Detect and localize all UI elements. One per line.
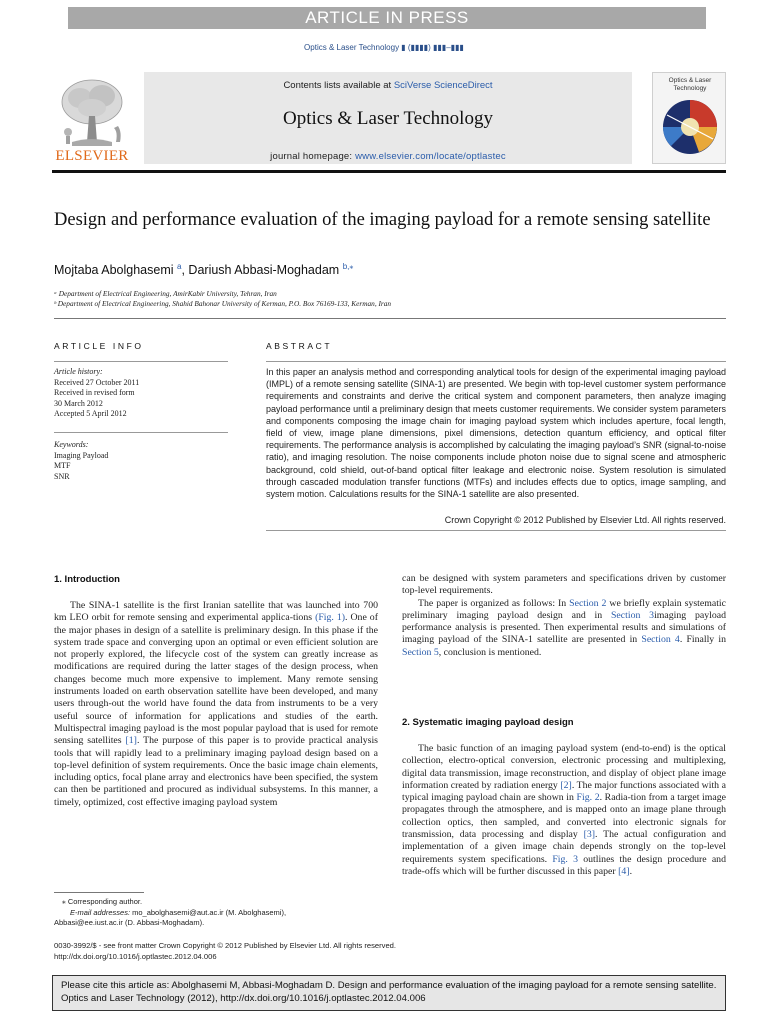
- sciencedirect-link[interactable]: SciVerse ScienceDirect: [393, 80, 493, 91]
- abstract-copyright: Crown Copyright © 2012 Published by Elsevier Ltd. All rights reserved.: [444, 515, 726, 525]
- intro-text-b: . One of the major phases in design of a satellite is preliminary design. In this phase if the system trade space and converging upon an optimal or even efficient solution are not properly explored, the lifecycle cost of the system can greatly increase as modifications are required during the latter stages of the design process, when changes become much more expensive to implement. Many remote sensing instruments loaded on earth observation satellite have been developed, and many users through-out the world have found the data from instruments to be a very useful source of information for applications and studies of the earth. Multispectral imaging payload is the most popular payload that is used for remote sensing satellites: [54, 612, 378, 747]
- contents-line: [144, 80, 632, 91]
- journal-title: Optics & Laser Technology: [283, 108, 493, 129]
- keyword-item: Imaging Payload: [54, 450, 109, 460]
- email-1[interactable]: mo_abolghasemi@aut.ac.ir (M. Abolghasemi),: [130, 907, 287, 917]
- accepted-date: Accepted 5 April 2012: [54, 409, 127, 418]
- sec2-text-e: outlines the design procedure and trade-offs which will be further discussed in this paper: [402, 853, 726, 877]
- ref2-link[interactable]: [2]: [560, 779, 572, 791]
- history-label: Article history:: [54, 367, 103, 376]
- author-2[interactable]: Dariush Abbasi-Moghadam: [188, 263, 340, 278]
- elsevier-tree-icon: [52, 76, 132, 150]
- sec2-text-c: . Radia-tion from a target image propagates through the atmosphere, and is mapped onto an image plane through collection optics, then sampled, and converted into electronic signals for transmission, data processing and display: [402, 792, 726, 841]
- author-1-affil-mark[interactable]: a: [177, 262, 182, 271]
- org-text-c: imaging payload performance analysis is presented. Then experimental results and simulations of imaging payload of the SINA-1 satellite are presented in: [402, 609, 726, 646]
- revised-date: 30 March 2012: [54, 398, 103, 408]
- introduction-heading: 1. Introduction: [54, 574, 120, 585]
- org-text-b: we briefly explain systematic preliminary imaging payload design and in: [402, 597, 726, 621]
- fig1-link[interactable]: (Fig. 1): [315, 612, 346, 624]
- paper-title: Design and performance evaluation of the imaging payload for a remote sensing satellite: [54, 210, 711, 230]
- journal-reference[interactable]: Optics & Laser Technology ▮ (▮▮▮▮) ▮▮▮–▮▮▮: [304, 43, 464, 52]
- keywords-label: Keywords:: [54, 440, 89, 449]
- intro-paragraph: [54, 600, 378, 809]
- footnote-rule: [54, 892, 144, 893]
- ref4-link[interactable]: [4]: [618, 865, 630, 877]
- affiliation-b: ᵇ Department of Electrical Engineering, Shahid Bahonar University of Kerman, P.O. Box 76169-133, Kerman, Iran: [54, 299, 392, 308]
- article-in-press-banner: ARTICLE IN PRESS: [68, 7, 706, 29]
- cover-title: Optics & Laser Technology: [668, 77, 712, 92]
- corresponding-author-line: ⁎ Corresponding author.: [62, 897, 143, 906]
- sec2-text-a: The basic function of an imaging payload system (end-to-end) is the optical collection, electro-optical conversion, electronic processing and multiplexing, digital data transmission, image reconstruction, and display of object plane image information created by radiation energy: [402, 743, 726, 791]
- article-info-rule: [54, 361, 228, 362]
- cover-art-icon: [659, 95, 721, 159]
- affiliation-a: ᵃ Department of Electrical Engineering, AmirKabir University, Tehran, Iran: [54, 289, 277, 298]
- sec2-text-b: . The major functions associated with a typical imaging payload chain are shown in: [402, 779, 726, 804]
- revised-label: Received in revised form: [54, 388, 135, 397]
- keywords-rule: [54, 432, 228, 433]
- sec2-text-f: .: [629, 865, 633, 877]
- doi-link[interactable]: http://dx.doi.org/10.1016/j.optlastec.2012.04.006: [54, 952, 217, 961]
- corresponding-author-footnote: [54, 897, 378, 929]
- abstract-rule: [266, 361, 726, 362]
- homepage-prefix: journal homepage:: [270, 151, 356, 162]
- author-separator: ,: [181, 263, 189, 278]
- issn-line: [54, 940, 726, 962]
- journal-cover-thumbnail[interactable]: [652, 72, 726, 164]
- org-text-d: . Finally in: [679, 634, 726, 646]
- citation-notice-box: Please cite this article as: Abolghasemi M, Abbasi-Moghadam D. Design and performance evaluation of the imaging payload for a remote sensing satellite. Optics and Laser Technology (2012), http://dx.doi.org/10.1016/j.optlastec.2012.04.006: [52, 975, 726, 1011]
- section-2-text: [402, 743, 726, 878]
- abstract-body: In this paper an analysis method and corresponding analytical tools for design of the experimental imaging payload (IMPL) of a remote sensing satellite (SINA-1) are presented. We begin with top-level customer system performance requirements and constraints and derive the critical system and component parameters, then analyze imaging payload performance until a preliminary design that meets customer requirements. We consider system parameters and components composing the image chain for imaging payload system which includes aperture, focal length, field of view, image plane dimensions, pixel dimensions, detection quantum efficiency, and optical filter requirements. The performance analysis is accomplished by calculating the imaging payload’s SNR (signal-to-noise ratio), and imaging resolution. The noise components include photon noise due to signal scene and atmospheric background, cold shield, out-of-band optical filter leakage and electronic noise. System resolution is simulated through cascaded modulation transfer functions (MTFs) and includes effects due to optics, image sampling, and system motion. Calculations results for the SINA-1 satellite are also presented.: [266, 367, 726, 500]
- author-2-affil-mark[interactable]: b,⁎: [342, 262, 354, 271]
- sec2-text-d: . The actual configuration and implementation of a given image chain depends strongly on the top-level requirements system specifications.: [402, 829, 726, 865]
- section4-link[interactable]: Section 4: [641, 634, 680, 646]
- ref3-link[interactable]: [3]: [583, 829, 596, 841]
- abstract-bottom-rule: [266, 530, 726, 531]
- section-2-paragraph: [402, 743, 726, 878]
- issn-text: 0030-3992/$ - see front matter Crown Copyright © 2012 Published by Elsevier Ltd. All rights reserved.: [54, 941, 397, 950]
- received-date: Received 27 October 2011: [54, 377, 140, 387]
- keyword-item: SNR: [54, 471, 70, 481]
- fig2-link[interactable]: Fig. 2: [576, 792, 600, 804]
- author-list: [54, 262, 714, 277]
- affiliation-divider: [54, 318, 726, 319]
- intro-text-a: The SINA-1 satellite is the first Iranian satellite that was launched into 700 km LEO orbit for remote sensing and experimental applica-tions: [54, 600, 378, 624]
- journal-masthead: [52, 72, 726, 164]
- homepage-link[interactable]: www.elsevier.com/locate/optlastec: [355, 151, 506, 162]
- keyword-item: MTF: [54, 461, 71, 470]
- introduction-text: [54, 600, 378, 809]
- journal-info-panel: [144, 72, 632, 164]
- org-text-a: The paper is organized as follows: In: [418, 597, 570, 609]
- intro-text-c: . The purpose of this paper is to provide practical analysis tools that will rapidly lead to a preliminary imaging payload design based on a top-level definition of system requirements. Once the basic image chain elements, including optics, focal plane array and electronics have been specified, the system can then be partitioned and procured as individual subsystems. In this manner, a timely, optimized, cost effective imaging payload system: [54, 735, 378, 808]
- ref1-link[interactable]: [1]: [125, 735, 137, 747]
- section2-link[interactable]: Section 2: [569, 597, 607, 609]
- author-1[interactable]: Mojtaba Abolghasemi: [54, 263, 174, 278]
- keywords: [54, 440, 228, 482]
- article-info-heading: ARTICLE INFO: [54, 341, 144, 351]
- introduction-continued: [402, 573, 726, 659]
- masthead-divider: [52, 170, 726, 173]
- article-history: [54, 367, 228, 420]
- elsevier-wordmark: ELSEVIER: [55, 148, 129, 164]
- section-2-heading: 2. Systematic imaging payload design: [402, 717, 574, 728]
- org-text-e: , conclusion is mentioned.: [438, 646, 542, 658]
- email-label: E-mail addresses:: [70, 907, 131, 917]
- section3-link[interactable]: Section 3: [610, 609, 655, 621]
- intro-continuation: can be designed with system parameters and specifications driven by customer top-level requirements.: [402, 573, 726, 597]
- organization-paragraph: [402, 598, 726, 659]
- contents-prefix: Contents lists available at: [283, 80, 394, 91]
- abstract-heading: ABSTRACT: [266, 341, 333, 351]
- homepage-line: [144, 151, 632, 162]
- section5-link[interactable]: Section 5: [402, 646, 439, 658]
- email-2[interactable]: Abbasi@ee.iust.ac.ir (D. Abbasi-Moghadam).: [54, 918, 205, 927]
- fig3-link[interactable]: Fig. 3: [552, 853, 578, 865]
